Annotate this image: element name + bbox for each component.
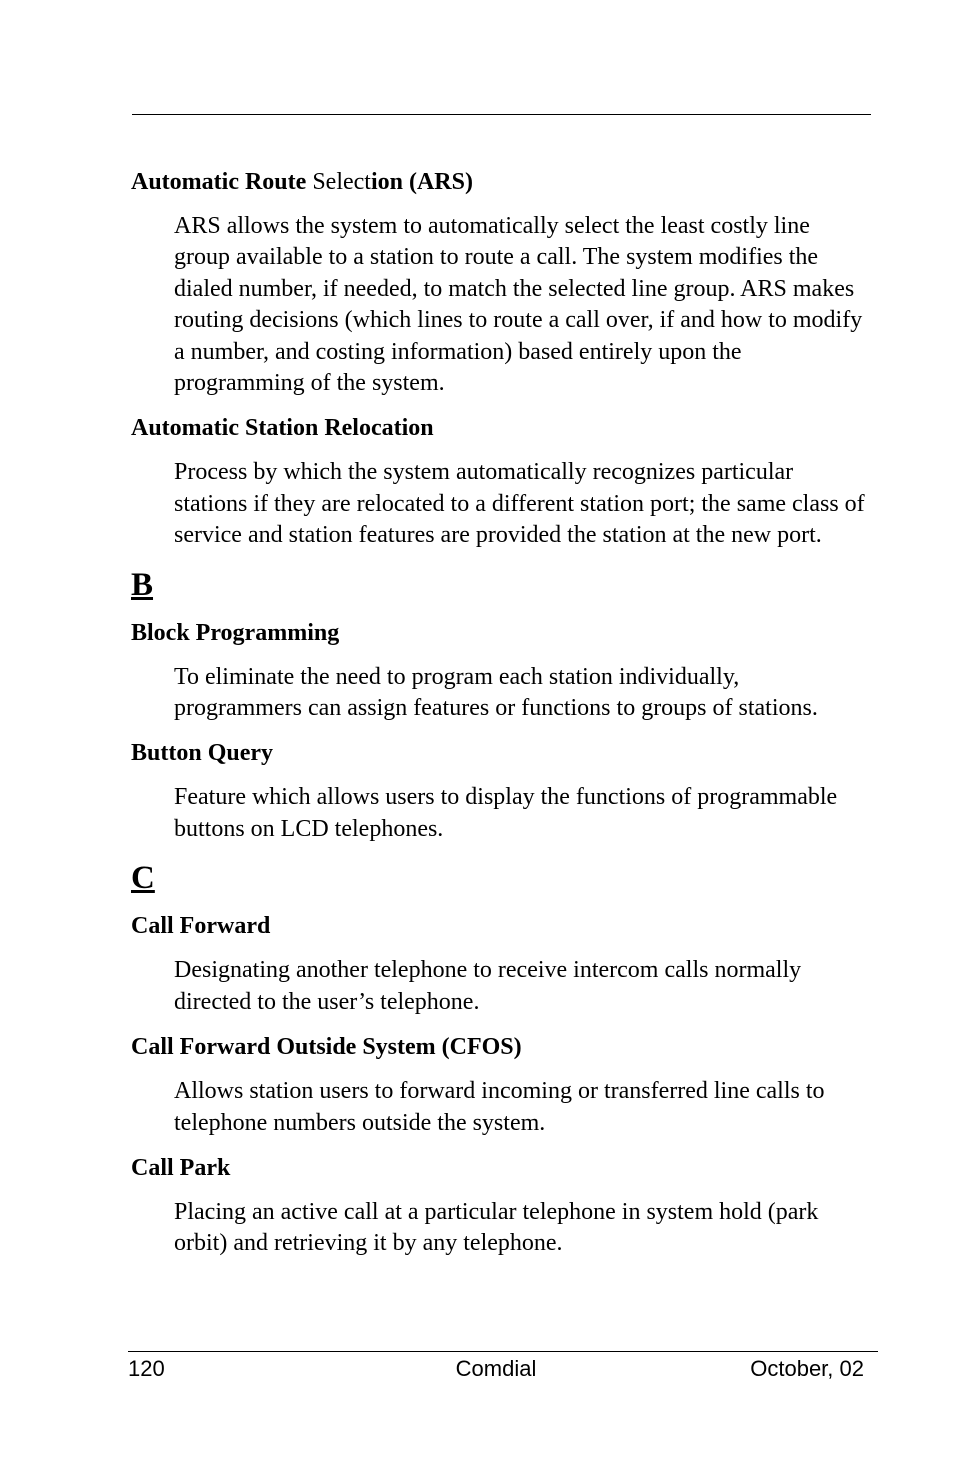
glossary-term: Call Park <box>131 1154 231 1181</box>
glossary-definition: Placing an active call at a particular telephone in system hold (park orbit) and retrieving it by any telephone. <box>174 1198 819 1257</box>
footer-rule <box>128 1351 878 1352</box>
glossary-term: Automatic Station Relocation <box>131 415 434 442</box>
glossary-term: Call Forward Outside System (CFOS) <box>131 1034 522 1061</box>
section-letter-b: B <box>131 566 154 603</box>
page-footer <box>128 1355 864 1383</box>
glossary-term <box>131 166 871 198</box>
section-letter-c: C <box>131 860 155 897</box>
glossary-definition: Allows station users to forward incoming or transferred line calls to telephone numbers outside the system. <box>174 1078 825 1136</box>
publication-date: October, 02 <box>750 1356 864 1381</box>
term-part-bold: Automatic Route <box>131 169 307 195</box>
glossary-definition: Designating another telephone to receive intercom calls normally directed to the user’s telephone. <box>174 957 802 1015</box>
term-part-plain: Select <box>312 169 371 195</box>
page-number: 120 <box>128 1356 165 1381</box>
glossary-definition: ARS allows the system to automatically select the least costly line group available to a station to route a call. The system modifies the dialed number, if needed, to match the selected line group. ARS makes routing decisions (which lines to route a call over, if and how to modify a number, and costing information) based entirely upon the programming of the system. <box>174 213 863 397</box>
glossary-term: Button Query <box>131 740 274 767</box>
header-rule <box>132 114 871 115</box>
glossary-term: Call Forward <box>131 913 271 940</box>
glossary-content <box>131 166 871 1273</box>
glossary-definition: Feature which allows users to display the functions of programmable buttons on LCD telephones. <box>174 784 838 842</box>
glossary-term: Block Programming <box>131 619 340 646</box>
term-part-bold: ion (ARS) <box>370 169 473 195</box>
publisher-name: Comdial <box>455 1356 537 1381</box>
glossary-definition: Process by which the system automatically recognizes particular stations if they are relocated to a different station port; the same class of service and station features are provided the station at the new port. <box>174 459 865 549</box>
glossary-definition: To eliminate the need to program each station individually, programmers can assign features or functions to groups of stations. <box>174 663 818 722</box>
